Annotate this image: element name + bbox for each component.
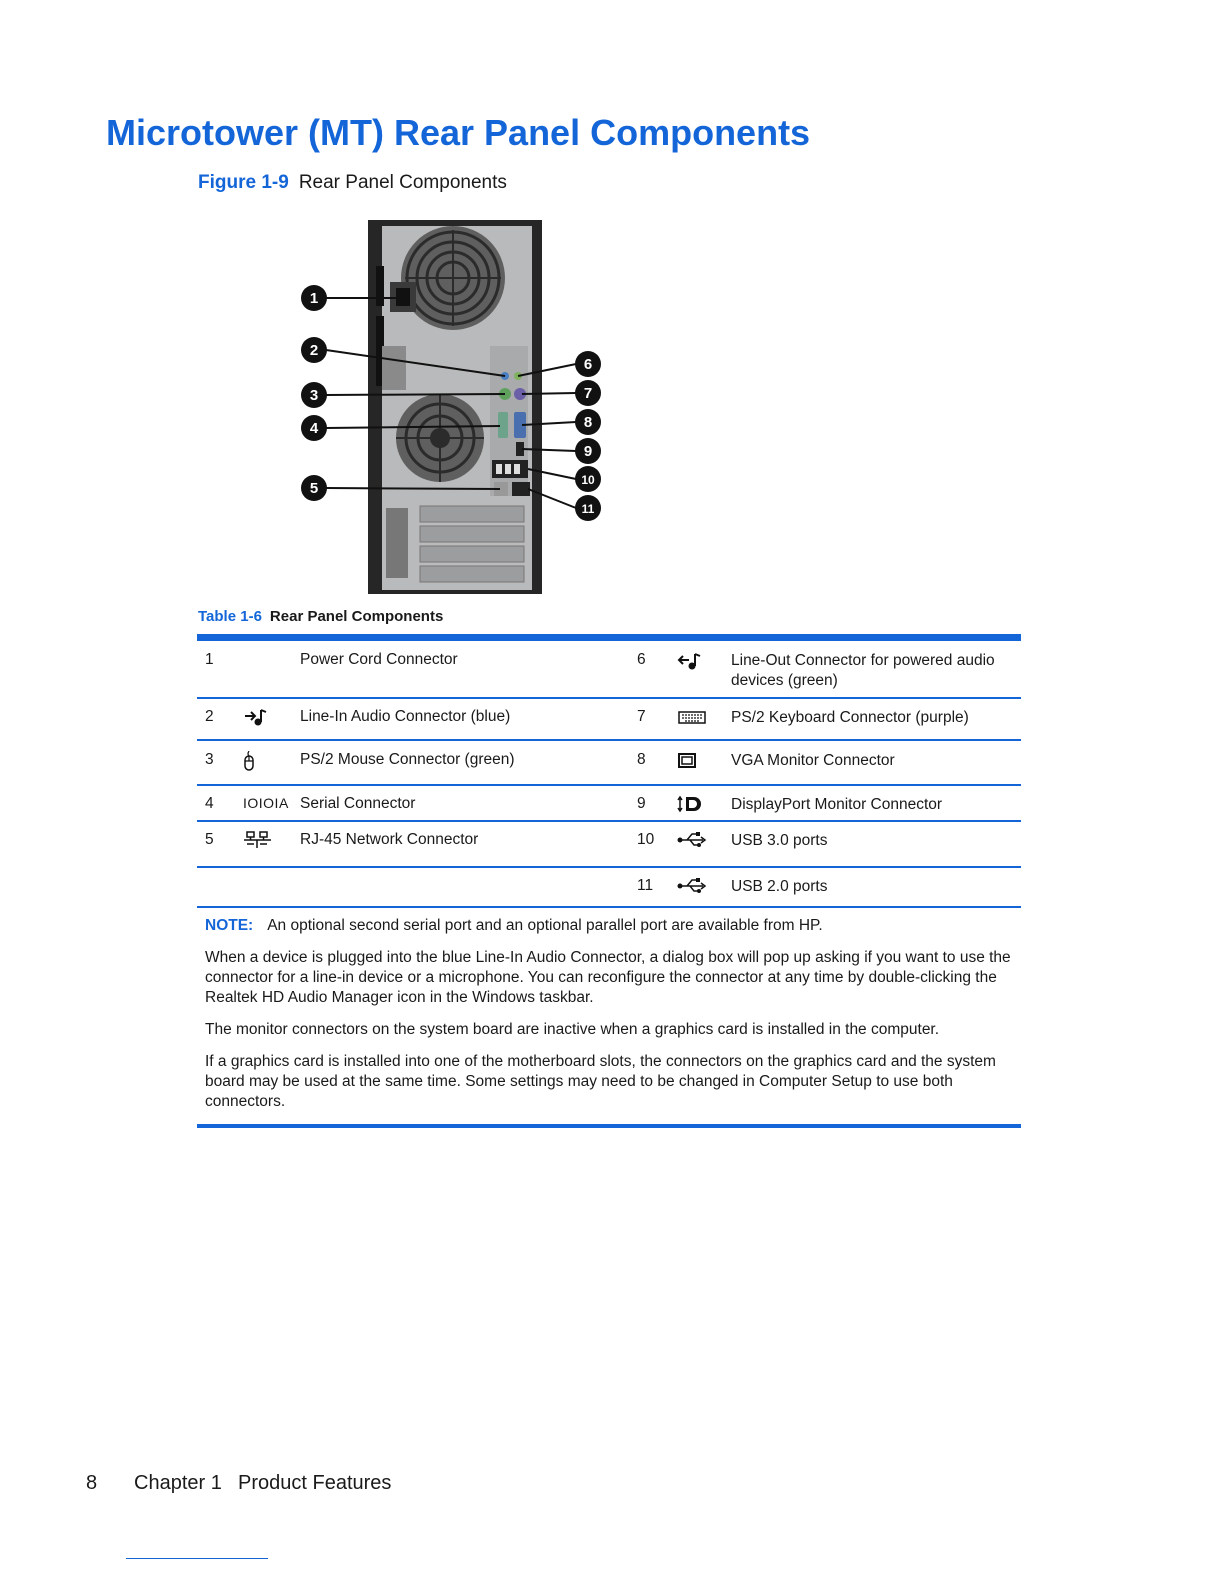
item-number: 10 <box>637 831 655 848</box>
usb-icon <box>677 876 707 901</box>
table-label: Table 1-6 <box>198 608 262 625</box>
item-label: Power Cord Connector <box>300 651 458 668</box>
item-label: USB 3.0 ports <box>731 832 828 849</box>
footer-rule <box>126 1558 268 1559</box>
item-number: 11 <box>637 877 654 894</box>
table-row <box>197 822 1021 868</box>
item-number: 9 <box>637 795 646 812</box>
callout-10: 10 <box>581 473 595 487</box>
item-label: PS/2 Keyboard Connector (purple) <box>731 709 969 726</box>
line-out-icon <box>677 651 707 676</box>
item-number: 8 <box>637 751 646 768</box>
table-row <box>197 641 1021 699</box>
keyboard-icon <box>677 707 707 732</box>
item-number: 3 <box>205 751 214 768</box>
note <box>205 916 1013 936</box>
components-table <box>197 634 1021 1128</box>
callout-9: 9 <box>583 443 593 460</box>
page-number: 8 <box>86 1472 98 1494</box>
item-label: USB 2.0 ports <box>731 878 828 895</box>
table-row <box>197 786 1021 822</box>
callout-7: 7 <box>583 385 593 402</box>
note-text: An optional second serial port and an optional parallel port are available from HP. <box>267 917 823 934</box>
item-number: 5 <box>205 831 214 848</box>
table-row <box>197 868 1021 908</box>
paragraph: The monitor connectors on the system board are inactive when a graphics card is installed in the computer. <box>205 1021 940 1038</box>
network-icon <box>243 830 273 855</box>
chapter-label: Chapter 1 <box>134 1472 222 1494</box>
item-label: Line-In Audio Connector (blue) <box>300 708 511 725</box>
table-caption-text: Rear Panel Components <box>269 608 444 625</box>
line-in-icon <box>243 707 273 732</box>
table-row <box>197 699 1021 741</box>
item-label: PS/2 Mouse Connector (green) <box>300 751 515 768</box>
displayport-icon <box>677 794 707 819</box>
item-label: DisplayPort Monitor Connector <box>731 796 943 813</box>
rear-panel-figure <box>290 216 630 600</box>
table-row <box>197 741 1021 786</box>
callout-5: 5 <box>309 480 319 497</box>
callout-2: 2 <box>309 342 319 359</box>
chapter-title: Product Features <box>238 1472 392 1494</box>
callout-1: 1 <box>309 290 319 307</box>
vga-icon <box>677 751 707 776</box>
callout-4: 4 <box>309 420 319 437</box>
note-label: NOTE: <box>205 917 254 934</box>
figure-caption <box>198 172 507 194</box>
figure-caption-text: Rear Panel Components <box>298 172 507 193</box>
page-title: Microtower (MT) Rear Panel Components <box>106 112 811 153</box>
callout-8: 8 <box>583 414 593 431</box>
paragraph: When a device is plugged into the blue Line-In Audio Connector, a dialog box will pop up asking if you want to use the connector for a line-in device or a microphone. You can reconfigure the connector at any time by double-clicking the Realtek HD Audio Manager icon in the Windows taskbar. <box>205 949 1011 1006</box>
item-number: 2 <box>205 708 214 725</box>
serial-icon: IOIOIA <box>243 795 289 811</box>
usb-icon <box>677 830 707 855</box>
item-label: Line-Out Connector for powered audio devices (green) <box>731 652 995 689</box>
callout-6: 6 <box>583 356 593 373</box>
callout-11: 11 <box>581 502 595 516</box>
item-label: RJ-45 Network Connector <box>300 831 479 848</box>
item-label: VGA Monitor Connector <box>731 752 895 769</box>
item-number: 4 <box>205 795 214 812</box>
figure-label: Figure 1-9 <box>198 172 289 193</box>
mouse-icon <box>243 751 273 776</box>
item-label: Serial Connector <box>300 795 416 812</box>
table-caption <box>198 608 443 625</box>
item-number: 1 <box>205 651 214 668</box>
item-number: 6 <box>637 651 646 668</box>
paragraph: If a graphics card is installed into one of the motherboard slots, the connectors on the graphics card and the system board may be used at the same time. Some settings may need to be changed in Computer Setup to use both connectors. <box>205 1053 996 1110</box>
table-notes <box>197 908 1021 1112</box>
item-number: 7 <box>637 708 646 725</box>
callout-3: 3 <box>309 387 319 404</box>
